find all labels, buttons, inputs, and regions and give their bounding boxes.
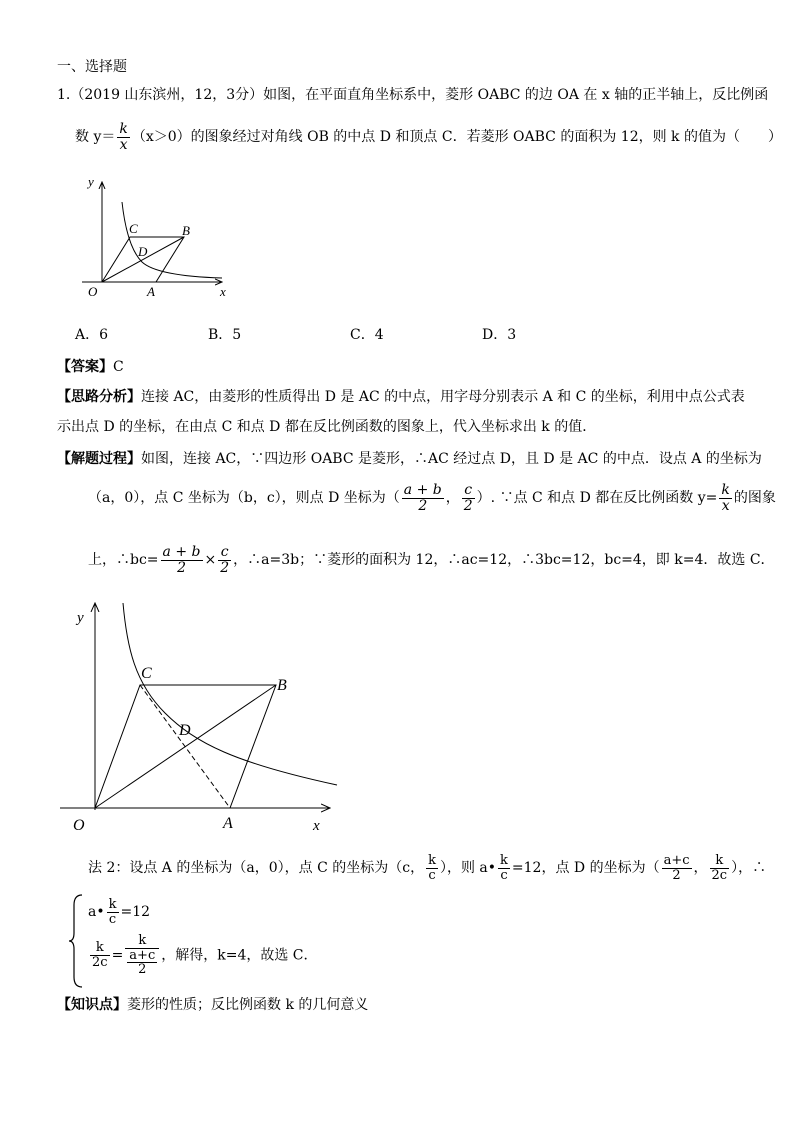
option-a: A．6 — [75, 327, 109, 343]
fraction-numerator: a + b — [403, 482, 442, 498]
label-a: A — [223, 815, 233, 832]
method2-line-1 — [88, 854, 766, 882]
solution-text-3a: 上，∴bc= — [88, 552, 159, 569]
solution-text-1: 如图，连接 AC，∵四边形 OABC 是菱形，∴AC 经过点 D，且 D 是 AC 的中点．设点 A 的坐标为 — [141, 451, 762, 467]
solution-line-1 — [57, 448, 762, 468]
method2-text-1b: ），则 a• — [439, 860, 497, 877]
inner-fraction — [127, 949, 157, 977]
label-o: O — [88, 284, 98, 299]
question-prefix: 数 y＝ — [75, 129, 116, 146]
sys1-prefix: a• — [88, 904, 105, 921]
label-d: D — [138, 244, 148, 259]
solution-text-3b: ，∴a=3b；∵菱形的面积为 12，∴ac=12，∴3bc=12，bc=4，即 k=4．故选 C． — [233, 552, 775, 569]
fraction-numerator: k — [125, 934, 159, 949]
fraction-k-over-c — [107, 898, 119, 926]
fraction-numerator: k — [428, 853, 436, 868]
answer-tag: 【答案】 — [57, 359, 113, 375]
fraction-k-over-x — [719, 483, 731, 513]
label-y: y — [77, 610, 84, 626]
label-b: B — [277, 677, 287, 694]
label-c: C — [129, 221, 138, 236]
fraction-numerator: k — [500, 853, 508, 868]
label-x: x — [313, 818, 320, 834]
answer-value: C — [113, 359, 124, 375]
option-c: C．4 — [350, 327, 384, 343]
analysis-text-1: 连接 AC，由菱形的性质得出 D 是 AC 的中点，用字母分别表示 A 和 C 的坐标，利用中点公式表 — [141, 389, 745, 405]
fraction-k-over-c — [498, 854, 510, 882]
analysis-tag: 【思路分析】 — [57, 389, 141, 405]
fraction-numerator: k — [710, 854, 730, 869]
fraction-denominator: x — [721, 497, 730, 514]
fraction-numerator: k — [90, 941, 110, 956]
hyperbola-curve — [122, 202, 222, 278]
fraction-k-over-2c — [90, 941, 110, 969]
label-y: y — [88, 174, 94, 189]
fraction-numerator: a+c — [129, 947, 156, 963]
fraction-denominator: 2 — [220, 559, 230, 576]
fraction-k-over-c — [426, 854, 438, 882]
label-c: C — [141, 665, 152, 682]
system-brace — [68, 893, 84, 989]
fraction-numerator: c — [462, 483, 475, 499]
fraction-c-over-2 — [462, 483, 475, 513]
comma: ， — [445, 490, 460, 507]
sys1-suffix: =12 — [120, 904, 151, 921]
solution-text-2a: （a，0），点 C 坐标为（b，c），则点 D 坐标为（ — [88, 490, 400, 507]
method2-text-1a: 法 2：设点 A 的坐标为（a，0），点 C 的坐标为（c， — [88, 860, 425, 877]
equals-sign: = — [111, 947, 124, 964]
comma: ， — [693, 860, 708, 877]
fraction-denominator: 2c — [92, 954, 108, 970]
method2-text-1c: =12，点 D 的坐标为（ — [511, 860, 660, 877]
fraction-denominator: c — [500, 867, 508, 883]
section-title: 一、选择题 — [57, 59, 127, 75]
fraction-numerator: k — [721, 482, 730, 498]
option-d: D．3 — [482, 327, 517, 343]
hyperbola-curve — [123, 603, 337, 785]
diagonal-ac-dashed — [140, 685, 230, 808]
solution-line-2 — [88, 483, 776, 513]
times-sign: × — [204, 552, 217, 569]
fraction-numerator: a+c — [663, 853, 690, 868]
fraction-denominator: 2 — [418, 497, 428, 514]
method2-text-1d: ），∴ — [731, 860, 767, 877]
solution-tag: 【解题过程】 — [57, 451, 141, 467]
analysis-line-1 — [57, 386, 745, 406]
sys2-tail: ，解得，k=4，故选 C． — [161, 947, 318, 964]
fraction-denominator — [125, 949, 159, 977]
knowledge-line — [57, 994, 368, 1014]
label-x: x — [220, 284, 226, 299]
system-equation-1 — [88, 898, 150, 926]
fraction-a-plus-b-over-2 — [161, 545, 203, 575]
knowledge-text: 菱形的性质；反比例函数 k 的几何意义 — [127, 997, 369, 1013]
fraction-numerator: k — [108, 897, 117, 912]
solution-line-3 — [88, 545, 775, 575]
question-line-2 — [75, 122, 782, 152]
fraction-numerator: c — [218, 545, 231, 561]
large-figure — [55, 598, 340, 838]
fraction-a-plus-c-over-2 — [662, 854, 692, 882]
fraction-numerator: k — [119, 121, 128, 137]
fraction-c-over-2 — [218, 545, 231, 575]
fraction-numerator: a + b — [162, 544, 201, 560]
fraction-a-plus-b-over-2 — [402, 483, 444, 513]
label-d: D — [179, 722, 191, 739]
question-suffix: （x＞0）的图象经过对角线 OB 的中点 D 和顶点 C．若菱形 OABC 的面积为 12，则 k 的值为（ ） — [131, 129, 782, 146]
label-o: O — [73, 817, 85, 834]
system-equation-2 — [88, 934, 318, 977]
fraction-k-over-half-a-plus-c — [125, 934, 159, 977]
fraction-k-over-2c — [710, 854, 730, 882]
fraction-denominator: x — [119, 136, 128, 153]
fraction-denominator: c — [428, 867, 436, 883]
analysis-line-2: 示出点 D 的坐标，在由点 C 和点 D 都在反比例函数的图象上，代入坐标求出 k 的值． — [57, 419, 597, 435]
knowledge-tag: 【知识点】 — [57, 997, 127, 1013]
solution-text-2c: 的图象 — [733, 490, 776, 507]
fraction-denominator: 2c — [711, 867, 728, 883]
answer-line — [57, 356, 124, 376]
label-b: B — [182, 223, 190, 238]
fraction-denominator: 2 — [138, 962, 147, 978]
solution-text-2b: ）. ∵点 C 和点 D 都在反比例函数 y= — [476, 490, 718, 507]
fraction-denominator: 2 — [463, 497, 473, 514]
option-b: B．5 — [208, 327, 242, 343]
fraction-k-over-x — [117, 122, 129, 152]
label-a: A — [147, 284, 155, 299]
fraction-denominator: c — [108, 911, 117, 927]
small-figure — [72, 172, 237, 302]
question-line-1: 1.（2019 山东滨州，12，3分）如图，在平面直角坐标系中，菱形 OABC 的边 OA 在 x 轴的正半轴上，反比例函 — [57, 87, 769, 103]
fraction-denominator: 2 — [177, 559, 186, 576]
fraction-denominator: 2 — [672, 867, 681, 883]
